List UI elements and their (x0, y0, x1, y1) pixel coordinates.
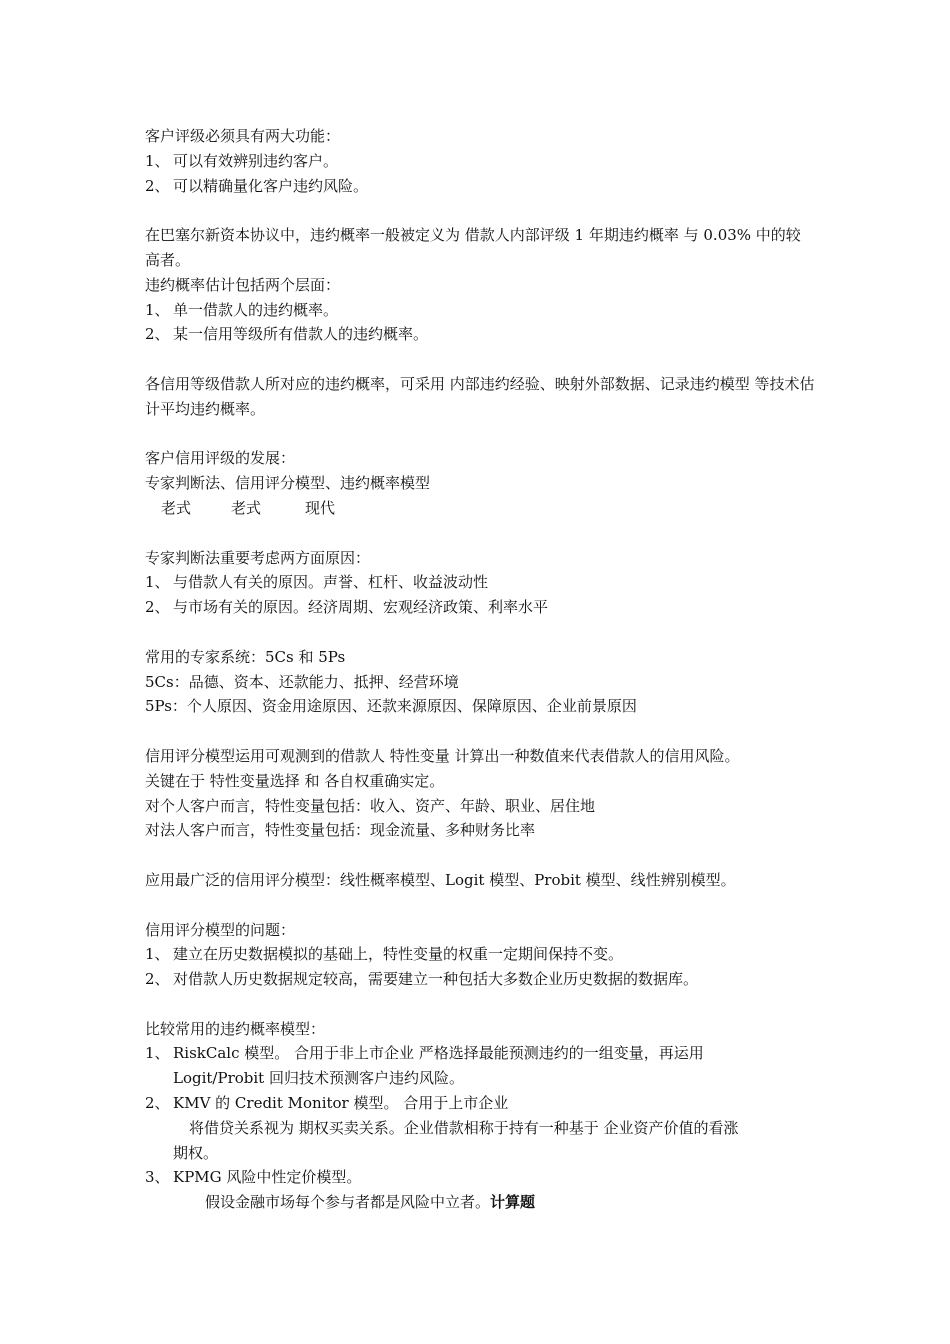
list-number: 2、 (145, 1094, 170, 1113)
list-number: 1、 (145, 1044, 170, 1063)
blank-line (145, 719, 815, 744)
list-number: 2、 (145, 970, 170, 989)
blank-line (145, 521, 815, 546)
list-text: 与市场有关的原因。经济周期、宏观经济政策、利率水平 (173, 598, 549, 617)
list-text: KMV 的 Credit Monitor 模型。 合用于上市企业 (173, 1094, 509, 1113)
scoring-line: 对个人客户而言，特性变量包括：收入、资产、年龄、职业、居住地 (145, 796, 596, 815)
functions-heading: 客户评级必须具有两大功能： (145, 127, 341, 145)
list-item (145, 570, 815, 595)
list-item (145, 149, 815, 174)
scoring-line: 对法人客户而言，特性变量包括：现金流量、多种财务比率 (145, 821, 536, 840)
blank-line (145, 893, 815, 918)
list-continuation (145, 1190, 815, 1215)
development-heading: 客户信用评级的发展： (145, 449, 296, 468)
blank-line (145, 620, 815, 645)
list-item (145, 322, 815, 347)
list-item (145, 1041, 815, 1066)
blank-line (145, 992, 815, 1017)
list-number: 1、 (145, 300, 170, 319)
list-text: KPMG 风险中性定价模型。 (173, 1168, 362, 1187)
scoring-line: 关键在于 特性变量选择 和 各自权重确实定。 (145, 771, 445, 790)
calculation-tag: 计算题 (490, 1193, 536, 1212)
list-number: 3、 (145, 1168, 170, 1187)
scoring-line: 信用评分模型运用可观测到的借款人 特性变量 计算出一种数值来代表借款人的信用风险。 (145, 746, 740, 765)
list-number: 1、 (145, 945, 170, 964)
blank-line (145, 843, 815, 868)
list-item (145, 174, 815, 199)
expert-heading: 专家判断法重要考虑两方面原因： (145, 548, 371, 567)
list-number: 2、 (145, 598, 170, 617)
list-text: 某一信用等级所有借款人的违约概率。 (173, 325, 429, 344)
list-text: 可以有效辨别违约客户。 (173, 151, 339, 170)
estimate-paragraph: 各信用等级借款人所对应的违约概率，可采用 内部违约经验、映射外部数据、记录违约模型 等技术估计平均违约概率。 (145, 374, 815, 418)
models-line: 应用最广泛的信用评分模型：线性概率模型、Logit 模型、Probit 模型、线性辨别模型。 (145, 870, 736, 889)
basel-paragraph: 在巴塞尔新资本协议中，违约概率一般被定义为 借款人内部评级 1 年期违约概率 与 0.03% 中的较高者。 (145, 226, 801, 269)
list-item (145, 942, 815, 967)
pd-models-heading: 比较常用的违约概率模型： (145, 1019, 326, 1038)
list-number: 2、 (145, 325, 170, 344)
list-text: 与借款人有关的原因。声誉、杠杆、收益波动性 (173, 573, 489, 592)
blank-line (145, 198, 815, 223)
list-number: 1、 (145, 151, 170, 170)
list-text: 建立在历史数据模拟的基础上，特性变量的权重一定期间保持不变。 (173, 945, 624, 964)
era-label: 老式 (231, 498, 262, 517)
problems-heading: 信用评分模型的问题： (145, 920, 296, 939)
list-continuation: Logit/Probit 回归技术预测客户违约风险。 (173, 1069, 464, 1088)
list-item (145, 967, 815, 992)
list-continuation: 将借贷关系视为 期权买卖关系。企业借款相称于持有一种基于 企业资产价值的看涨 (189, 1118, 739, 1137)
development-line: 专家判断法、信用评分模型、违约概率模型 (145, 474, 431, 493)
list-number: 1、 (145, 573, 170, 592)
systems-5ps: 5Ps：个人原因、资金用途原因、还款来源原因、保障原因、企业前景原因 (145, 697, 637, 716)
list-number: 2、 (145, 176, 170, 195)
assumption-text: 假设金融市场每个参与者都是风险中立者。 (205, 1193, 491, 1212)
blank-line (145, 347, 815, 372)
list-text: 对借款人历史数据规定较高，需要建立一种包括大多数企业历史数据的数据库。 (173, 970, 699, 989)
systems-heading: 常用的专家系统：5Cs 和 5Ps (145, 647, 346, 666)
blank-line (145, 422, 815, 447)
list-text: 可以精确量化客户违约风险。 (173, 176, 369, 195)
document-page (145, 124, 815, 1215)
list-item (145, 298, 815, 323)
era-label: 老式 (161, 498, 192, 517)
systems-5cs: 5Cs：品德、资本、还款能力、抵押、经营环境 (145, 672, 459, 691)
list-text: RiskCalc 模型。 合用于非上市企业 严格选择最能预测违约的一组变量，再运用 (173, 1044, 704, 1063)
list-item (145, 1091, 815, 1116)
development-labels (145, 496, 815, 521)
list-item (145, 1165, 815, 1190)
list-item (145, 595, 815, 620)
list-continuation: 期权。 (173, 1143, 219, 1162)
era-label: 现代 (305, 498, 336, 517)
basel-heading: 违约概率估计包括两个层面： (145, 275, 341, 294)
list-text: 单一借款人的违约概率。 (173, 300, 339, 319)
